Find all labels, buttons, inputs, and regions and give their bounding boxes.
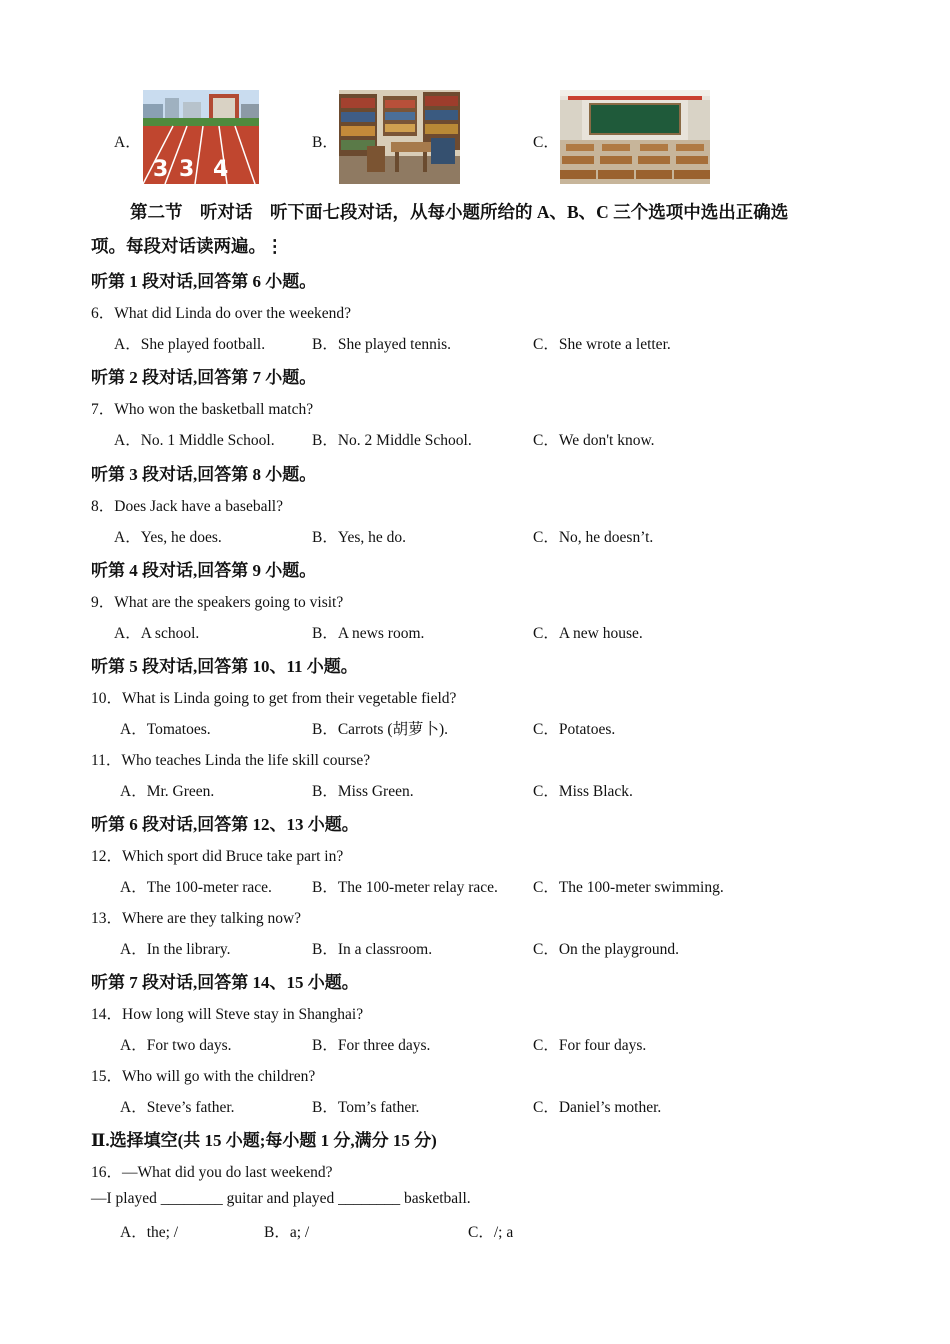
question-text: 15．Who will go with the children? (91, 1068, 316, 1085)
picture-option-a-label: A． (114, 134, 141, 151)
question-text: 12．Which sport did Bruce take part in? (91, 848, 344, 865)
option-b: B．a; / (264, 1224, 310, 1241)
option-a: A．Yes, he does. (114, 529, 222, 546)
question-text: 7．Who won the basketball match? (91, 401, 314, 418)
section-intro-line1: 第二节 听对话 听下面七段对话，从每小题所给的 A、B、C 三个选项中选出正确选 (130, 202, 789, 222)
running-track-image (143, 90, 259, 184)
option-a: A．the; / (120, 1224, 179, 1241)
option-c: C．She wrote a letter. (533, 336, 671, 353)
option-b: B．A news room. (312, 625, 425, 642)
option-b: B．She played tennis. (312, 336, 452, 353)
classroom-image (560, 90, 710, 184)
option-c: C．Potatoes. (533, 721, 616, 738)
option-a: A．Tomatoes. (120, 721, 211, 738)
picture-option-b-label: B． (312, 134, 338, 151)
svg-text:3: 3 (179, 157, 195, 182)
option-c: C．No, he doesn’t. (533, 529, 654, 546)
question-text: 16．—What did you do last weekend? (91, 1164, 333, 1181)
svg-text:3: 3 (153, 157, 169, 182)
question-text: —I played ________ guitar and played ________ basketball. (91, 1190, 471, 1207)
option-c: C．Miss Black. (533, 783, 633, 800)
dialogue-heading: 听第 3 段对话,回答第 8 小题。 (91, 465, 317, 484)
option-a: A．For two days. (120, 1037, 232, 1054)
option-a: A．The 100-meter race. (120, 879, 272, 896)
picture-option-c-label: C． (533, 134, 559, 151)
option-b: B．In a classroom. (312, 941, 433, 958)
question-text: 8．Does Jack have a baseball? (91, 498, 283, 515)
dialogue-heading: 听第 5 段对话,回答第 10、11 小题。 (91, 657, 358, 676)
option-b: B．Carrots (胡萝卜). (312, 721, 449, 738)
option-c: C．/; a (468, 1224, 514, 1241)
option-c: C．The 100-meter swimming. (533, 879, 724, 896)
part-two-heading: Ⅱ.选择填空(共 15 小题;每小题 1 分,满分 15 分) (91, 1131, 437, 1150)
svg-text:4: 4 (213, 157, 229, 182)
dialogue-heading: 听第 2 段对话,回答第 7 小题。 (91, 368, 317, 387)
option-c: C．On the playground. (533, 941, 679, 958)
option-b: B．Miss Green. (312, 783, 414, 800)
question-text: 10．What is Linda going to get from their vegetable field? (91, 690, 457, 707)
question-text: 9．What are the speakers going to visit? (91, 594, 344, 611)
section-intro-line2: 项。每段对话读两遍。⋮ (91, 236, 284, 256)
dialogue-heading: 听第 6 段对话,回答第 12、13 小题。 (91, 815, 359, 834)
option-a: A．No. 1 Middle School. (114, 432, 275, 449)
option-a: A．In the library. (120, 941, 231, 958)
question-text: 14．How long will Steve stay in Shanghai? (91, 1006, 364, 1023)
option-a: A．A school. (114, 625, 200, 642)
option-a: A．Mr. Green. (120, 783, 215, 800)
option-b: B．Yes, he do. (312, 529, 407, 546)
dialogue-heading: 听第 4 段对话,回答第 9 小题。 (91, 561, 317, 580)
question-text: 13．Where are they talking now? (91, 910, 302, 927)
option-b: B．The 100-meter relay race. (312, 879, 498, 896)
dialogue-heading: 听第 1 段对话,回答第 6 小题。 (91, 272, 317, 291)
option-b: B．No. 2 Middle School. (312, 432, 472, 449)
option-a: A．She played football. (114, 336, 266, 353)
library-image (339, 90, 460, 184)
option-c: C．Daniel’s mother. (533, 1099, 662, 1116)
option-c: C．We don't know. (533, 432, 655, 449)
question-text: 6．What did Linda do over the weekend? (91, 305, 351, 322)
option-c: C．A new house. (533, 625, 643, 642)
option-c: C．For four days. (533, 1037, 647, 1054)
option-b: B．Tom’s father. (312, 1099, 420, 1116)
dialogue-heading: 听第 7 段对话,回答第 14、15 小题。 (91, 973, 359, 992)
option-b: B．For three days. (312, 1037, 431, 1054)
option-a: A．Steve’s father. (120, 1099, 235, 1116)
question-text: 11．Who teaches Linda the life skill course? (91, 752, 371, 769)
